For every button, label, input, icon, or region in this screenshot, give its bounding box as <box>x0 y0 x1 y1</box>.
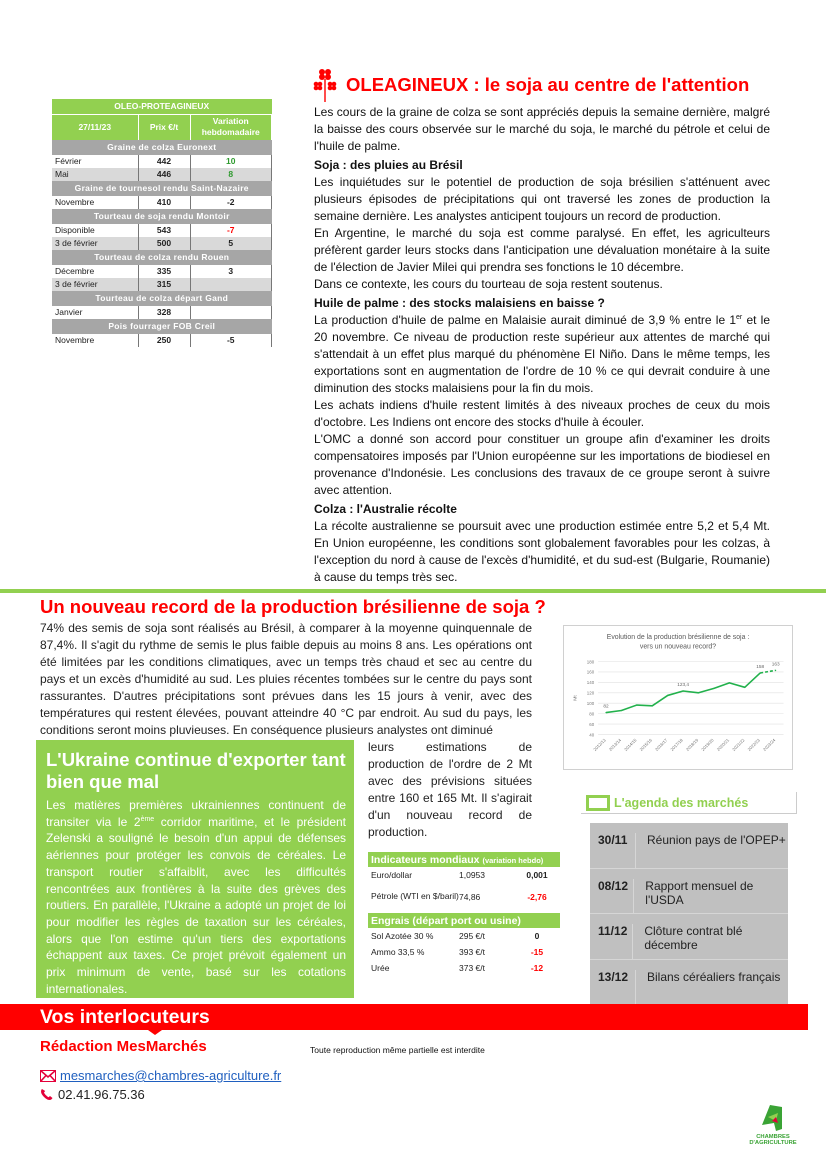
x-tick-label: 2012/13 <box>592 737 607 752</box>
y-tick-label: 80 <box>589 711 595 717</box>
indicator-variation: -15 <box>530 947 544 957</box>
agenda-item <box>590 869 788 915</box>
oleagineux-intro: Les cours de la graine de colza se sont appréciés depuis la semaine dernière, malgré la baisse des cours observée sur le marché du soja, le marché du pétrole et celui de l'huile de palme. <box>314 105 770 153</box>
row-price: 410 <box>138 196 190 209</box>
indicator-row <box>368 928 560 944</box>
data-point <box>760 672 761 673</box>
row-price: 500 <box>138 237 190 250</box>
price-col-header: Prix €/t <box>138 114 190 140</box>
oleagineux-title: OLEAGINEUX : le soja au centre de l'attention <box>346 74 750 95</box>
chart-title: Evolution de la production brésilienne de soja : <box>606 633 750 641</box>
agenda-event: Réunion pays de l'OPEP+ <box>647 833 786 847</box>
ukraine-title: L'Ukraine continue d'exporter tant bien que mal <box>46 749 346 792</box>
indicator-value: 373 €/t <box>459 963 485 973</box>
x-tick-label: 2014/15 <box>623 737 638 752</box>
data-label: 82 <box>603 704 609 710</box>
y-tick-label: 160 <box>586 669 595 675</box>
indicator-value: 393 €/t <box>459 947 485 957</box>
x-tick-label: 2023/24 <box>761 737 777 752</box>
y-tick-label: 180 <box>586 659 595 665</box>
agenda-header <box>581 792 797 814</box>
soja-paragraph: Les inquiétudes sur le potentiel de production de soja brésilien s'atténuent avec plusieurs épisodes de précipitations qui ont traversé les zones de production la semaine dernière. Les analystes anticipent toujours un record de production. <box>314 175 770 223</box>
inde-paragraph: Les achats indiens d'huile restent limités à des niveaux proches de ceux du mois d'octobre. Les Indiens ont encore des stocks d'huile à écouler. <box>314 398 770 429</box>
indicator-variation: 0,001 <box>526 870 548 880</box>
engrais-header: Engrais (départ port ou usine) <box>368 913 560 928</box>
indicators-table <box>368 852 560 976</box>
oleagineux-article <box>314 104 770 586</box>
row-variation <box>190 278 272 291</box>
chambres-agriculture-logo <box>748 1103 798 1148</box>
row-label: Novembre <box>52 196 138 209</box>
section-name: Tourteau de colza rendu Rouen <box>52 250 272 265</box>
data-point <box>652 705 653 706</box>
data-point <box>621 710 622 711</box>
price-row <box>52 306 272 319</box>
bresil-title: Un nouveau record de la production brésilienne de soja ? <box>40 596 546 617</box>
colza-paragraph: La récolte australienne se poursuit avec une production estimée entre 5,2 et 5,4 Mt. En Union européenne, les conditions sont globalement favorables pour les colzas, à l'exception du nord à cause de l'excès d'humidité, et du sud-est (Bulgarie, Roumanie) à cause du temps très sec. <box>314 519 770 584</box>
row-price: 543 <box>138 224 190 237</box>
data-point <box>729 682 730 683</box>
price-row <box>52 265 272 278</box>
row-variation: 3 <box>190 265 272 278</box>
x-tick-label: 2013/14 <box>607 737 623 752</box>
x-tick-label: 2018/19 <box>684 737 700 752</box>
indicator-label: Urée <box>371 962 390 973</box>
x-tick-label: 2022/23 <box>746 737 761 752</box>
data-point <box>605 712 606 713</box>
price-row <box>52 168 272 181</box>
indicator-variation: 0 <box>534 931 540 941</box>
price-section-header <box>52 181 272 196</box>
ukraine-box <box>36 740 354 998</box>
variation-col-header: Variation hebdomadaire <box>190 114 272 140</box>
contacts-banner <box>0 1004 808 1030</box>
price-section-header <box>52 319 272 334</box>
agenda-date: 08/12 <box>590 879 634 914</box>
indicator-label: Sol Azotée 30 % <box>371 930 434 941</box>
price-row <box>52 237 272 250</box>
indicator-row <box>368 960 560 976</box>
indicator-row <box>368 883 560 910</box>
agenda-item <box>590 823 788 869</box>
section-name: Graine de colza Euronext <box>52 140 272 155</box>
y-tick-label: 120 <box>586 690 595 696</box>
row-label: Janvier <box>52 306 138 319</box>
indicator-value: 295 €/t <box>459 931 485 941</box>
x-tick-label: 2016/17 <box>654 737 669 752</box>
price-section-header <box>52 209 272 224</box>
y-tick-label: 40 <box>589 732 595 738</box>
agenda-item <box>590 960 788 1006</box>
price-row <box>52 155 272 168</box>
data-point <box>683 690 684 691</box>
price-row <box>52 334 272 347</box>
indicator-label: Ammo 33,5 % <box>371 946 425 957</box>
indicator-variation: -2,76 <box>527 891 547 902</box>
agenda-list <box>590 823 788 1006</box>
indicators-header: Indicateurs mondiaux (variation hebdo) <box>368 852 560 867</box>
omc-paragraph: L'OMC a donné son accord pour constituer un groupe afin d'examiner les droits compensatoires imposés par l'Union européenne sur les importations de biodiesel en provenance d'Indonésie. Les conclusions des travaux de ce groupe seront à suivre avec attention. <box>314 432 770 497</box>
indicator-label: Euro/dollar <box>371 869 413 880</box>
soja-production-chart <box>563 625 793 770</box>
data-point <box>667 695 668 696</box>
y-axis-label: Mt <box>573 695 579 701</box>
data-point <box>744 687 745 688</box>
section-name: Tourteau de soja rendu Montoir <box>52 209 272 224</box>
row-price: 446 <box>138 168 190 181</box>
data-point <box>775 670 776 671</box>
row-variation <box>190 306 272 319</box>
data-label: 123,4 <box>677 683 690 689</box>
mail-icon <box>40 1070 56 1082</box>
agenda-item <box>590 914 788 960</box>
price-table <box>52 99 272 347</box>
ukraine-paragraph: Les matières premières ukrainiennes continuent de transiter via le 2ème corridor maritime, et le président Zelenski a souligné le besoin d'un appui de défenses aériennes pour protéger les convois de céréales. Le transport routier s'affaiblit, avec les difficultés rencontrées aux frontières à la suite des grèves des routiers. En parallèle, l'Ukraine a adopté un projet de loi pour modifier les règles de taxation sur les céréales, alors que l'on estime qu'un tiers des exportations échappent aux taxes. Ce projet prévoit également un prix minimum de vente, basé sur les cotations internationales. <box>46 798 346 996</box>
svg-text:CHAMBRES: CHAMBRES <box>756 1134 790 1140</box>
flower-icon <box>312 68 338 102</box>
row-price: 315 <box>138 278 190 291</box>
row-label: Février <box>52 155 138 168</box>
row-price: 328 <box>138 306 190 319</box>
indicator-variation: -12 <box>530 963 544 973</box>
email-link[interactable]: mesmarches@chambres-agriculture.fr <box>60 1068 282 1083</box>
logo-icon <box>748 1103 798 1148</box>
y-tick-label: 140 <box>586 680 595 686</box>
calendar-icon <box>586 795 610 811</box>
row-price: 250 <box>138 334 190 347</box>
section-divider <box>0 589 826 593</box>
price-row <box>52 224 272 237</box>
price-section-header <box>52 291 272 306</box>
x-tick-label: 2017/18 <box>669 737 684 752</box>
svg-text:D'AGRICULTURE: D'AGRICULTURE <box>749 1140 797 1146</box>
row-price: 335 <box>138 265 190 278</box>
agenda-date: 13/12 <box>590 970 636 1006</box>
data-point <box>713 688 714 689</box>
data-point <box>636 704 637 705</box>
agenda-title: L'agenda des marchés <box>614 795 749 810</box>
price-row <box>52 278 272 291</box>
argentine-paragraph: En Argentine, le marché du soja est comme paralysé. En effet, les agriculteurs préfèrent garder leurs stocks dans l'anticipation une dévaluation monétaire à la suite de l'élection de Javier Milei qui prendra ses fonctions le 10 décembre. <box>314 226 770 274</box>
colza-heading: Colza : l'Australie récolte <box>314 502 457 516</box>
tourteau-paragraph: Dans ce contexte, les cours du tourteau de soja restent soutenus. <box>314 277 663 291</box>
bresil-paragraph: 74% des semis de soja sont réalisés au Brésil, à comparer à la moyenne quinquennale de 87,4%. Il s'agit du rythme de semis le plus faible depuis au moins 8 ans. Les opérations ont été limitées par les conditions climatiques, avec un temps très chaud et sec au centre du pays et un excès d'humidité au sud. Les pluies récentes tombées sur le centre du pays sont rassurantes. D'autres précipitations sont prévues dans les 15 jours à venir, avec des températures qui restent élevées, pouvant atteindre 40 °C par endroit. Au sud du pays, les conditions seront moins pluvieuses. En conséquence plusieurs analystes ont diminué <box>40 621 532 737</box>
copyright-notice: Toute reproduction même partielle est interdite <box>310 1045 485 1055</box>
indicator-row <box>368 944 560 960</box>
data-label: 158 <box>756 665 765 671</box>
contact-info <box>40 1066 281 1104</box>
x-tick-label: 2019/20 <box>700 737 715 752</box>
x-tick-label: 2020/21 <box>715 737 731 752</box>
y-tick-label: 100 <box>586 700 595 706</box>
price-section-header <box>52 140 272 155</box>
row-label: Novembre <box>52 334 138 347</box>
phone-number: 02.41.96.75.36 <box>58 1087 145 1102</box>
indicator-row <box>368 867 560 883</box>
indicator-label: Pétrole (WTI en $/baril) <box>371 891 459 901</box>
section-name: Pois fourrager FOB Creil <box>52 319 272 334</box>
row-variation: 8 <box>190 168 272 181</box>
section-name: Tourteau de colza départ Gand <box>52 291 272 306</box>
agenda-event: Bilans céréaliers français <box>647 969 781 984</box>
data-point <box>698 692 699 693</box>
row-variation: 10 <box>190 155 272 168</box>
row-variation: -2 <box>190 196 272 209</box>
row-variation: -7 <box>190 224 272 237</box>
row-variation: -5 <box>190 334 272 347</box>
agenda-event: Rapport mensuel de l'USDA <box>645 878 754 907</box>
phone-icon <box>40 1088 54 1101</box>
row-label: Disponible <box>52 224 138 237</box>
x-tick-label: 2021/22 <box>731 737 746 752</box>
agenda-date: 30/11 <box>590 833 636 868</box>
row-price: 442 <box>138 155 190 168</box>
contacts-title: Vos interlocuteurs <box>40 1006 210 1028</box>
banner-notch <box>148 1030 162 1035</box>
price-table-title: OLEO-PROTEAGINEUX <box>52 99 272 114</box>
chart-title: vers un nouveau record? <box>639 643 717 651</box>
palme-paragraph: La production d'huile de palme en Malaisie aurait diminué de 3,9 % entre le 1er et le 20 novembre. Ce niveau de production reste supérieur aux attentes de marché qui s'attendait à un effet plus marqué du phénomène El Niño. Dans le même temps, les exportations sont en augmentation de l'ordre de 10 % ce qui devrait conduire à une diminution des stocks malaisiens pour la fin du mois. <box>314 313 770 395</box>
palme-heading: Huile de palme : des stocks malaisiens en baisse ? <box>314 296 605 310</box>
data-label: 163 <box>771 662 780 668</box>
row-variation: 5 <box>190 237 272 250</box>
row-label: Décembre <box>52 265 138 278</box>
section-name: Graine de tournesol rendu Saint-Nazaire <box>52 181 272 196</box>
row-label: 3 de février <box>52 278 138 291</box>
agenda-event: Clôture contrat blé décembre <box>644 924 743 952</box>
chart-svg <box>564 626 792 769</box>
indicator-value: 74,86 <box>459 891 481 902</box>
y-tick-label: 60 <box>589 721 595 727</box>
redaction-name: Rédaction MesMarchés <box>40 1038 207 1055</box>
price-section-header <box>52 250 272 265</box>
agenda-date: 11/12 <box>590 924 633 959</box>
price-table-date: 27/11/23 <box>52 114 138 140</box>
row-label: Mai <box>52 168 138 181</box>
row-label: 3 de février <box>52 237 138 250</box>
bresil-paragraph-continued: leurs estimations de production de l'ordre de 2 Mt avec des prévisions situées entre 160 et 165 Mt. Il s'agirait d'un nouveau record de production. <box>368 740 532 839</box>
indicator-value: 1,0953 <box>459 870 485 880</box>
x-tick-label: 2015/16 <box>638 737 653 752</box>
oleagineux-header <box>312 68 749 102</box>
soja-heading: Soja : des pluies au Brésil <box>314 158 463 172</box>
price-row <box>52 196 272 209</box>
